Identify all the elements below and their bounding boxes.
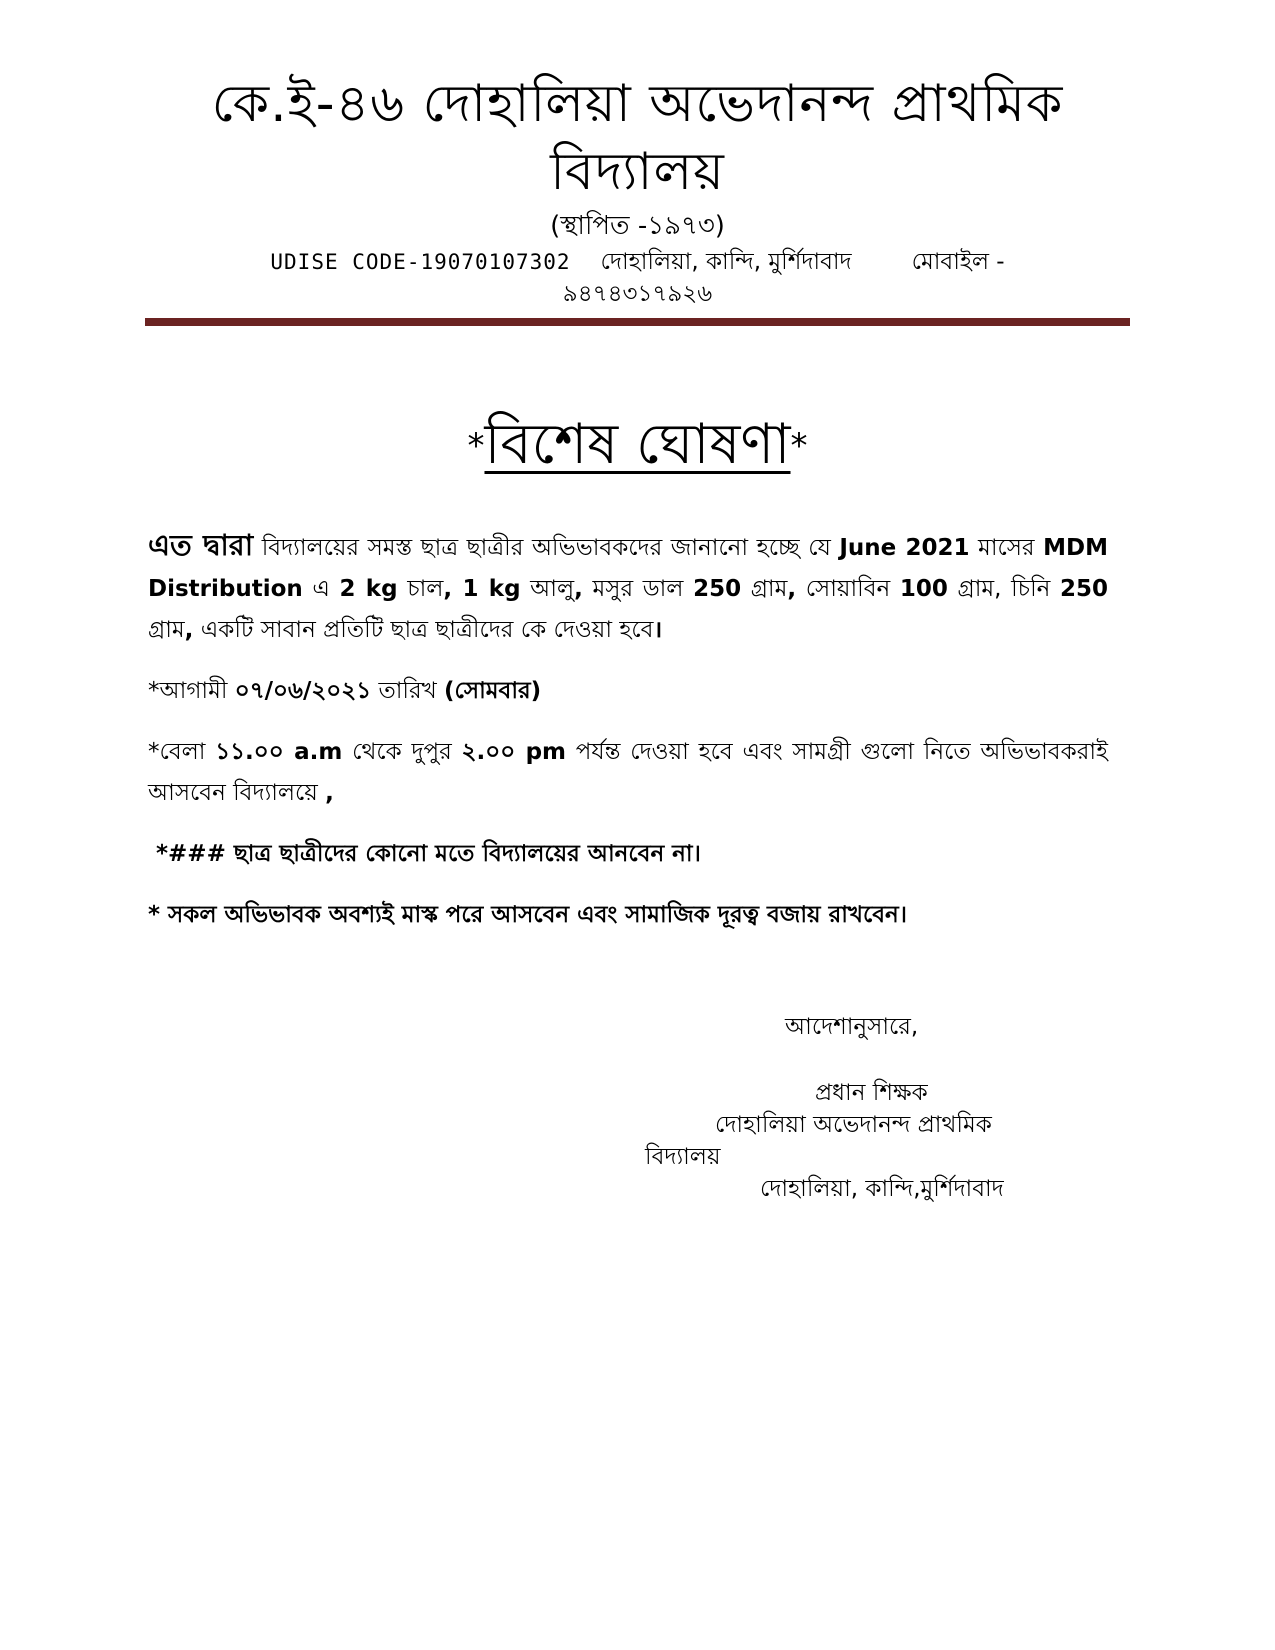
text-segment: বিদ্যালয়ের সমস্ত ছাত্র ছাত্রীর অভিভাবকদের জানানো হচ্ছে যে — [253, 535, 840, 561]
dal-qty: 250 — [693, 576, 742, 602]
title-star-left: * — [467, 426, 485, 466]
text-segment: গ্রাম — [741, 576, 788, 602]
distribution-date: ০৭/০৬/২০২১ — [234, 678, 372, 704]
start-time: ১১.০০ a.m — [215, 739, 343, 765]
end-time: ২.০০ pm — [461, 739, 567, 765]
udise-code: UDISE CODE-19070107302 — [270, 250, 571, 274]
text-segment: থেকে দুপুর — [342, 739, 462, 765]
text-segment: , — [184, 617, 194, 643]
designation: প্রধান শিক্ষক — [815, 1080, 928, 1106]
text-segment: গ্রাম, চিনি — [947, 576, 1060, 602]
notice-title: বিশেষ ঘোষণা — [484, 412, 791, 477]
school-name: কে.ই-৪৬ দোহালিয়া অভেদানন্দ প্রাথমিক বিদ্যালয় — [211, 74, 1064, 202]
text-segment: *আগামী — [148, 678, 235, 704]
text-segment: তারিখ — [371, 678, 445, 704]
sugar-qty: 250 — [1059, 576, 1108, 602]
paragraph-mask-notice: * সকল অভিভাবক অবশ্যই মাস্ক পরে আসবেন এবং সামাজিক দূরত্ব বজায় রাখবেন। — [148, 902, 908, 928]
month-year: June 2021 — [839, 535, 970, 561]
title-star-right: * — [790, 426, 808, 466]
text-segment: মসুর ডাল — [582, 576, 694, 602]
lead-phrase: এত দ্বারা — [148, 528, 254, 562]
text-segment: , — [787, 576, 797, 602]
text-segment: । — [653, 617, 663, 643]
paragraph-date — [148, 671, 1108, 712]
paragraph-distribution — [148, 525, 1108, 651]
text-segment: *বেলা — [148, 739, 216, 765]
header-divider — [145, 318, 1130, 326]
rice-qty: 2 kg — [339, 576, 398, 602]
paragraph-no-students: *### ছাত্র ছাত্রীদের কোনো মতে বিদ্যালয়ের আনবেন না। — [156, 841, 701, 867]
contact-line — [145, 246, 1130, 310]
notice-body — [148, 525, 1108, 956]
paragraph-time — [148, 732, 1108, 814]
text-segment: গ্রাম — [148, 617, 185, 643]
text-segment: মাসের — [969, 535, 1044, 561]
text-segment: সোয়াবিন — [796, 576, 900, 602]
text-segment: , — [325, 780, 334, 806]
signature-school-line1: দোহালিয়া অভেদানন্দ প্রাথমিক — [715, 1112, 992, 1138]
text-segment: , — [574, 576, 583, 602]
text-segment: পর্যন্ত দেওয়া হবে এবং সামগ্রী গুলো নিতে অভিভাবকরাই আসবেন বিদ্যালয়ে — [148, 739, 1108, 806]
text-segment: আলু — [520, 576, 575, 602]
text-segment: চাল — [397, 576, 444, 602]
program-name: MDM Distribution — [148, 535, 1108, 602]
soyabean-qty: 100 — [899, 576, 948, 602]
by-order-text: আদেশানুসারে, — [785, 1014, 919, 1040]
mobile-label: মোবাইল - — [911, 249, 1005, 275]
signature-address: দোহালিয়া, কান্দি,মুর্শিদাবাদ — [760, 1176, 1004, 1202]
notice-heading — [145, 410, 1130, 481]
text-segment: এ — [302, 576, 340, 602]
distribution-day: (সোমবার) — [444, 678, 542, 704]
school-address: দোহালিয়া, কান্দি, মুর্শিদাবাদ — [600, 249, 852, 275]
text-segment: একটি সাবান প্রতিটি ছাত্র ছাত্রীদের কে দেওয়া হবে — [193, 617, 654, 643]
potato-qty: , 1 kg — [443, 576, 521, 602]
mobile-number: ৯৪৭৪৩১৭৯২৬ — [562, 281, 713, 307]
established-year: (স্থাপিত -১৯৭৩) — [550, 211, 725, 241]
letterhead — [145, 70, 1130, 310]
signature-school-line2: বিদ্যালয় — [645, 1144, 721, 1170]
